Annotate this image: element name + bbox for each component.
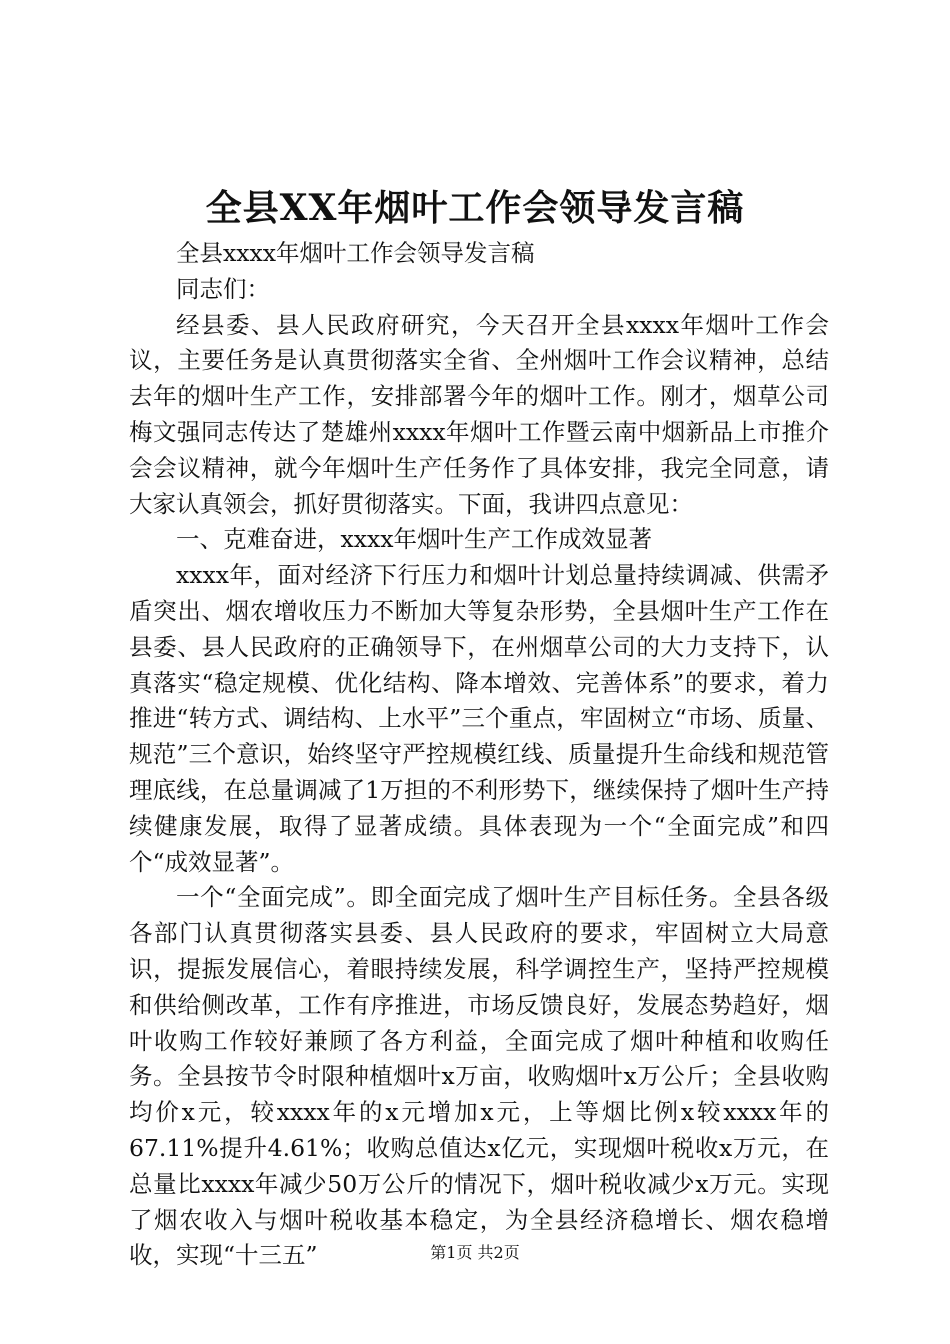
body-paragraph-salutation: 同志们： — [176, 274, 270, 303]
section-heading-1: 一、克难奋进，xxxx年烟叶生产工作成效显著 — [176, 525, 653, 554]
body-paragraph-heading: 全县xxxx年烟叶工作会领导发言稿 — [176, 239, 535, 267]
document-body — [129, 236, 829, 1274]
body-paragraph-intro: 经县委、县人民政府研究，今天召开全县xxxx年烟叶工作会议，主要任务是认真贯彻落实全省、全州烟叶工作会议精神，总结去年的烟叶生产工作，安排部署今年的烟叶工作。刚才，烟草公司梅文强同志传达了楚雄州xxxx年烟叶工作暨云南中烟新品上市推介会会议精神，就今年烟叶生产任务作了具体安排，我完全同意，请大家认真领会，抓好贯彻落实。下面，我讲四点意见： — [129, 310, 829, 518]
document-title: 全县XX年烟叶工作会领导发言稿 — [205, 187, 745, 229]
body-paragraph-completion: 一个“全面完成”。即全面完成了烟叶生产目标任务。全县各级各部门认真贯彻落实县委、县人民政府的要求，牢固树立大局意识，提振发展信心，着眼持续发展，科学调控生产，坚持严控规模和供给侧改革，工作有序推进，市场反馈良好，发展态势趋好，烟叶收购工作较好兼顾了各方利益，全面完成了烟叶种植和收购任务。全县按节令时限种植烟叶x万亩，收购烟叶x万公斤；全县收购均价x元，较xxxx年的x元增加x元，上等烟比例x较xxxx年的67.11%提升4.61%；收购总值达x亿元，实现烟叶税收x万元，在总量比xxxx年减少50万公斤的情况下，烟叶税收减少x万元。实现了烟农收入与烟叶税收基本稳定，为全县经济稳增长、烟农稳增收，实现“十三五” — [129, 883, 829, 1270]
body-paragraph-overview: xxxx年，面对经济下行压力和烟叶计划总量持续调减、供需矛盾突出、烟农增收压力不断加大等复杂形势，全县烟叶生产工作在县委、县人民政府的正确领导下，在州烟草公司的大力支持下，认真落实“稳定规模、优化结构、降本增效、完善体系”的要求，着力推进“转方式、调结构、上水平”三个重点，牢固树立“市场、质量、规范”三个意识，始终坚守严控规模红线、质量提升生命线和规范管理底线，在总量调减了1万担的不利形势下，继续保持了烟叶生产持续健康发展，取得了显著成绩。具体表现为一个“全面完成”和四个“成效显著”。 — [129, 561, 829, 876]
page-footer: 第1页 共2页 — [430, 1243, 520, 1262]
